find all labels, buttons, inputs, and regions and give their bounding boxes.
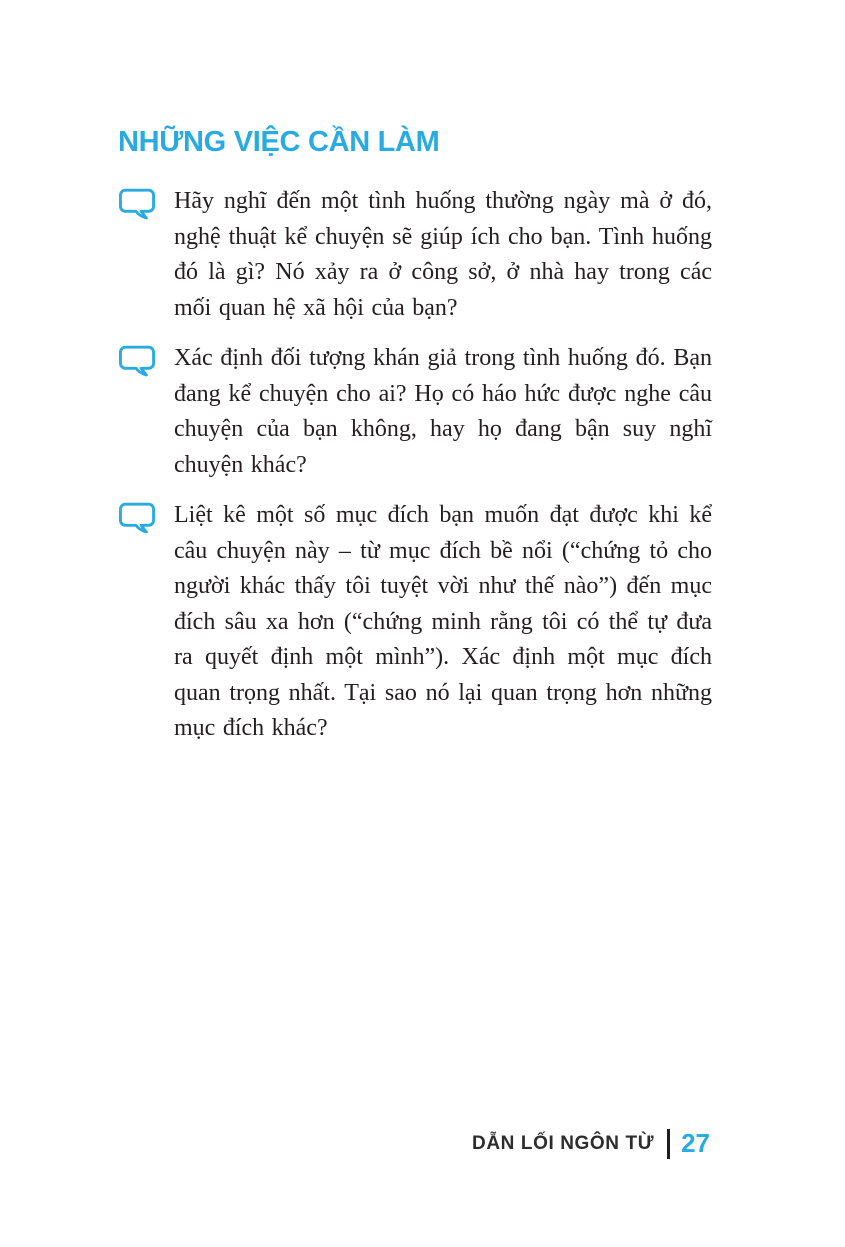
todo-item-text: Hãy nghĩ đến một tình huống thường ngày mà ở đó, nghệ thuật kể chuyện sẽ giúp ích cho bạn. Tình huống đó là gì? Nó xảy ra ở công sở, ở nhà hay trong các mối quan hệ xã hội của bạn? — [174, 188, 712, 321]
speech-bubble-icon — [118, 341, 174, 379]
speech-bubble-icon — [118, 498, 174, 536]
page-footer — [472, 1128, 710, 1159]
section-heading: NHỮNG VIỆC CẦN LÀM — [118, 126, 440, 158]
todo-list — [118, 184, 712, 747]
speech-bubble-icon — [118, 184, 174, 222]
footer-divider — [667, 1129, 670, 1159]
page-content — [118, 126, 712, 762]
list-item — [118, 341, 712, 483]
page-number: 27 — [681, 1128, 710, 1158]
todo-item-text: Xác định đối tượng khán giả trong tình huống đó. Bạn đang kể chuyện cho ai? Họ có háo hức được nghe câu chuyện của bạn không, hay họ đang bận suy nghĩ chuyện khác? — [174, 345, 712, 478]
list-item — [118, 498, 712, 747]
book-title: DẪN LỐI NGÔN TỪ — [472, 1132, 655, 1154]
list-item — [118, 184, 712, 326]
todo-item-text: Liệt kê một số mục đích bạn muốn đạt được khi kể câu chuyện này – từ mục đích bề nổi (“chứng tỏ cho người khác thấy tôi tuyệt vời như thế nào”) đến mục đích sâu xa hơn (“chứng minh rằng tôi có thể tự đưa ra quyết định một mình”). Xác định một mục đích quan trọng nhất. Tại sao nó lại quan trọng hơn những mục đích khác? — [174, 502, 712, 741]
